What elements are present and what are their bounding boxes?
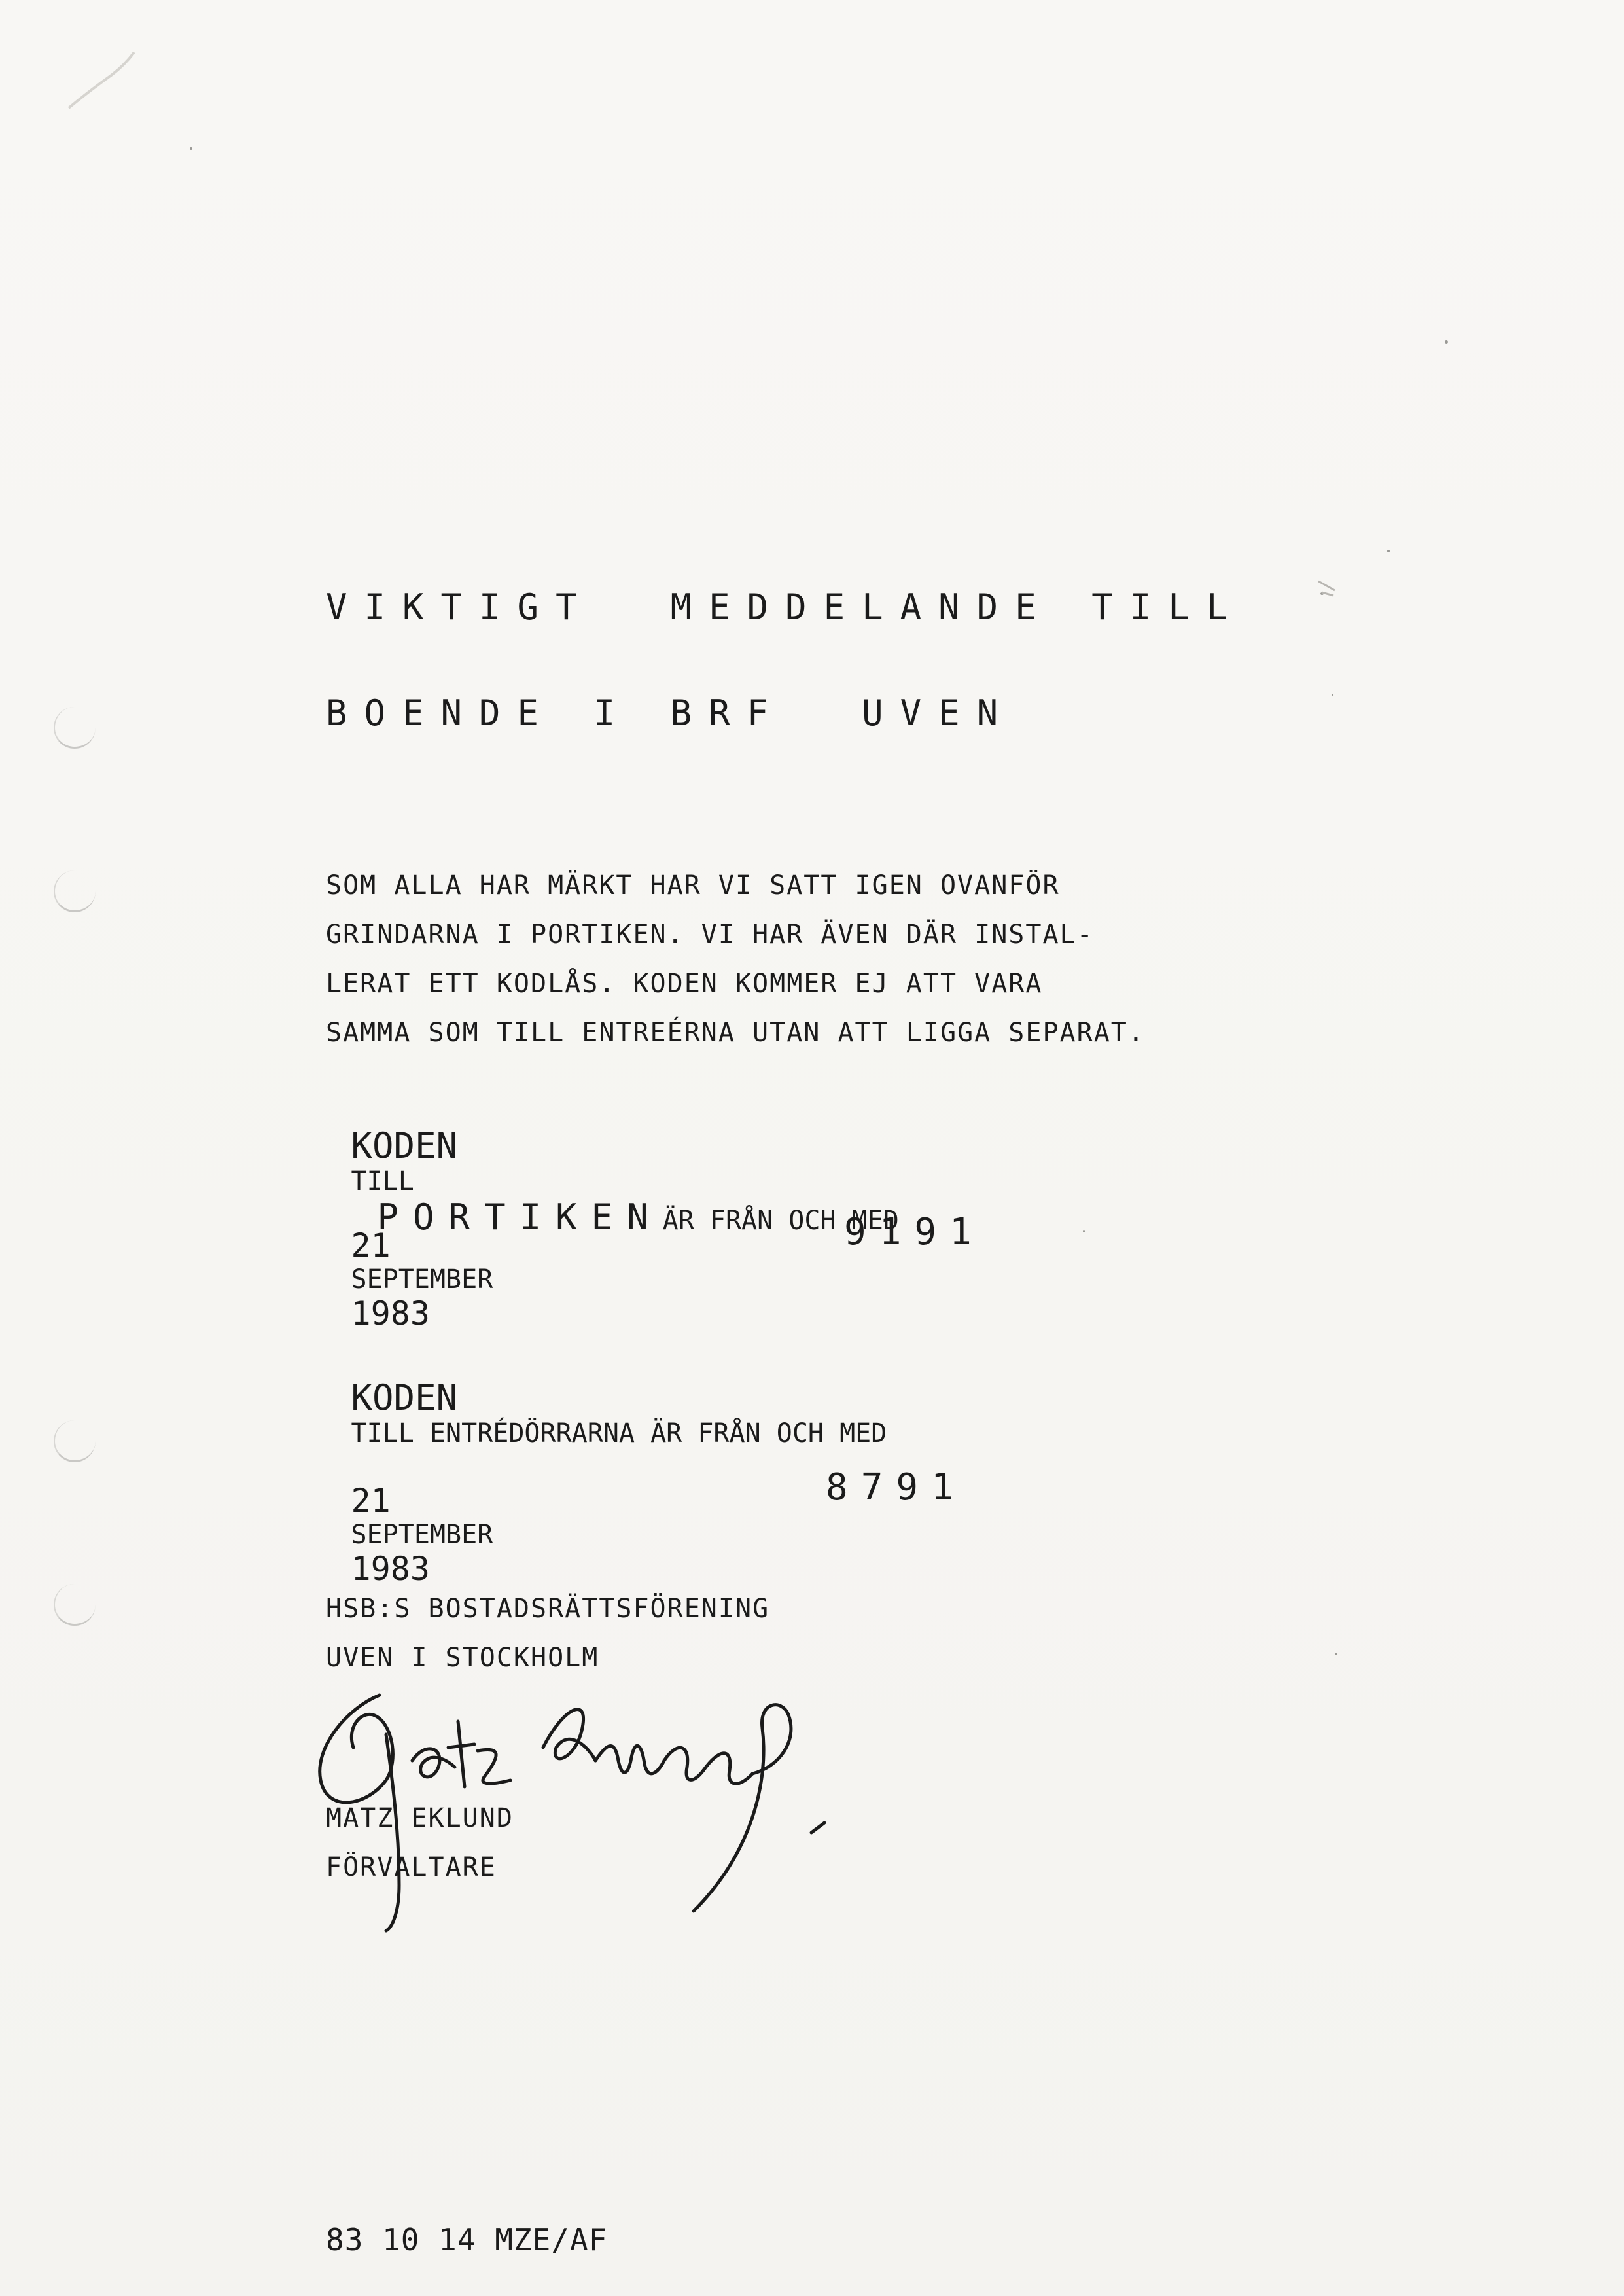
entre-label-rest: TILL ENTRÉDÖRRARNA ÄR FRÅN OCH MED — [351, 1418, 887, 1448]
paragraph-line: SOM ALLA HAR MÄRKT HAR VI SATT IGEN OVANFÖR — [326, 870, 1060, 901]
title-line-2: BOENDE I BRF UVEN — [326, 692, 1015, 734]
paragraph-line: LERAT ETT KODLÅS. KODEN KOMMER EJ ATT VARA — [326, 969, 1043, 999]
entre-code-number: 8791 — [826, 1466, 966, 1509]
portiken-word: PORTIKEN — [377, 1196, 663, 1238]
punch-hole — [54, 707, 96, 749]
date-year: 1983 — [351, 1550, 430, 1588]
paper-speck — [1387, 550, 1390, 552]
date-day: 21 — [351, 1227, 391, 1265]
punch-hole — [54, 1584, 96, 1626]
punch-hole — [54, 1420, 96, 1462]
koden-word: KODEN — [351, 1377, 458, 1418]
paper-speck — [190, 147, 192, 150]
portiken-code-number: 9191 — [844, 1211, 985, 1253]
portiken-label-suffix: ÄR FRÅN OCH MED — [662, 1206, 899, 1236]
paper-speck — [1335, 1653, 1337, 1655]
entre-code-label — [326, 1365, 887, 1461]
paper-scratch — [1315, 576, 1341, 602]
handwritten-signature — [301, 1636, 890, 1937]
sender-org-line-1: HSB:S BOSTADSRÄTTSFÖRENING — [326, 1594, 770, 1624]
entre-date — [326, 1469, 493, 1600]
paragraph-line: GRINDARNA I PORTIKEN. VI HAR ÄVEN DÄR INSTAL- — [326, 920, 1094, 950]
sender-org-line-2: UVEN I STOCKHOLM — [326, 1643, 599, 1673]
paper-scratch — [62, 39, 141, 118]
title-line-1: VIKTIGT MEDDELANDE TILL — [326, 586, 1245, 628]
date-month: SEPTEMBER — [351, 1520, 493, 1550]
sender-name: MATZ EKLUND — [326, 1803, 514, 1833]
paper-speck — [1332, 694, 1333, 696]
paper-speck — [1445, 340, 1448, 344]
paragraph-line: SAMMA SOM TILL ENTREÉRNA UTAN ATT LIGGA SEPARAT. — [326, 1018, 1145, 1048]
portiken-date — [326, 1214, 493, 1345]
date-year: 1983 — [351, 1295, 430, 1333]
paper-speck — [1083, 1230, 1085, 1232]
date-day: 21 — [351, 1482, 391, 1520]
koden-word: KODEN — [351, 1125, 458, 1166]
till-word: TILL — [351, 1166, 414, 1196]
document-reference: 83 10 14 MZE/AF — [326, 2222, 608, 2257]
sender-role: FÖRVALTARE — [326, 1852, 497, 1882]
date-month: SEPTEMBER — [351, 1265, 493, 1295]
punch-hole — [54, 870, 96, 912]
